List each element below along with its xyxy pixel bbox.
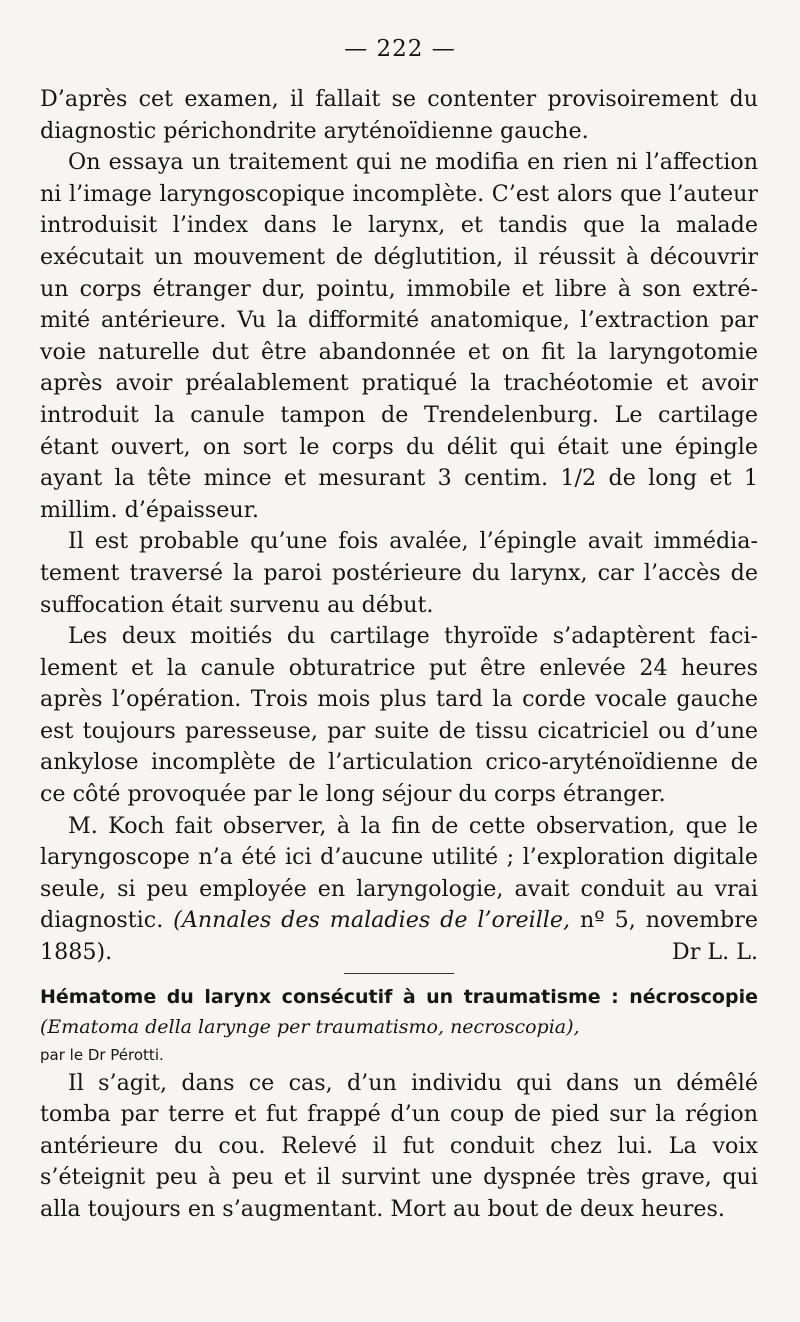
page-body [40, 84, 758, 1226]
paragraph: Il s’agit, dans ce cas, d’un individu qui dans un démêlé tomba par terre et fut frappé d’un coup de pied sur la région antérieure du cou. Relevé il fut conduit chez lui. La voix s’éteignit peu à peu et il survint une dyspnée très grave, qui alla toujours en s’augmentant. Mort au bout de deux heures. [40, 1069, 758, 1222]
paragraph: Il est probable qu’une fois avalée, l’épingle avait immédiatement traversé la paroi postérieure du larynx, car l’accès de suffocation était survenu au début. [40, 528, 758, 618]
section-divider [344, 973, 454, 974]
article-byline: par le Dr Pérotti. [40, 1045, 164, 1064]
citation-tail: nº 5, novembre 1885). [40, 907, 758, 966]
paragraph: On essaya un traitement qui ne modifia en rien ni l’affection ni l’image laryngoscopique incomplète. C’est alors que l’auteur introduisit l’index dans le larynx, et tandis que la malade exécutait un mouvement de déglutition, il réussit à découvrir un corps étranger dur, pointu, immobile et libre à son extrémité antérieure. Vu la difformité anatomique, l’extraction par voie naturelle dut être abandonnée et on fit la laryngotomie après avoir préalablement pratiqué la trachéotomie et avoir introduit la canule tampon de Trendelenburg. Le cartilage étant ouvert, on sort le corps du délit qui était une épingle ayant la tête mince et mesurant 3 centim. 1/2 de long et 1 millim. d’épaisseur. [40, 149, 758, 523]
paragraph-with-citation [40, 811, 758, 969]
paragraph: Les deux moitiés du cartilage thyroïde s’adaptèrent facilement et la canule obturatrice put être enlevée 24 heures après l’opération. Trois mois plus tard la corde vocale gauche est toujours paresseuse, par suite de tissu cicatriciel ou d’une ankylose incomplète de l’articulation crico-aryténoïdienne de ce côté provoquée par le long séjour du corps étranger. [40, 623, 758, 808]
paragraph-text: M. Koch fait observer, à la fin de cette observation, que le laryngoscope n’a été ici d’aucune utilité ; l’exploration digitale seule, si peu employée en laryngologie, avait conduit au vrai diagnostic. [40, 812, 758, 934]
article-subtitle: (Ematoma della larynge per traumatismo, necroscopia), [40, 1015, 580, 1038]
page-number: — 222 — [344, 36, 456, 62]
signature: Dr L. L. [671, 939, 758, 966]
journal-citation: (Annales des maladies de l’oreille, [173, 907, 571, 934]
article-title [40, 982, 758, 1042]
article-title-text: Hématome du larynx consécutif à un traumatisme : nécroscopie [40, 985, 758, 1008]
paragraph: D’après cet examen, il fallait se contenter provisoirement du diagnostic périchondrite aryténoïdienne gauche. [40, 86, 758, 144]
